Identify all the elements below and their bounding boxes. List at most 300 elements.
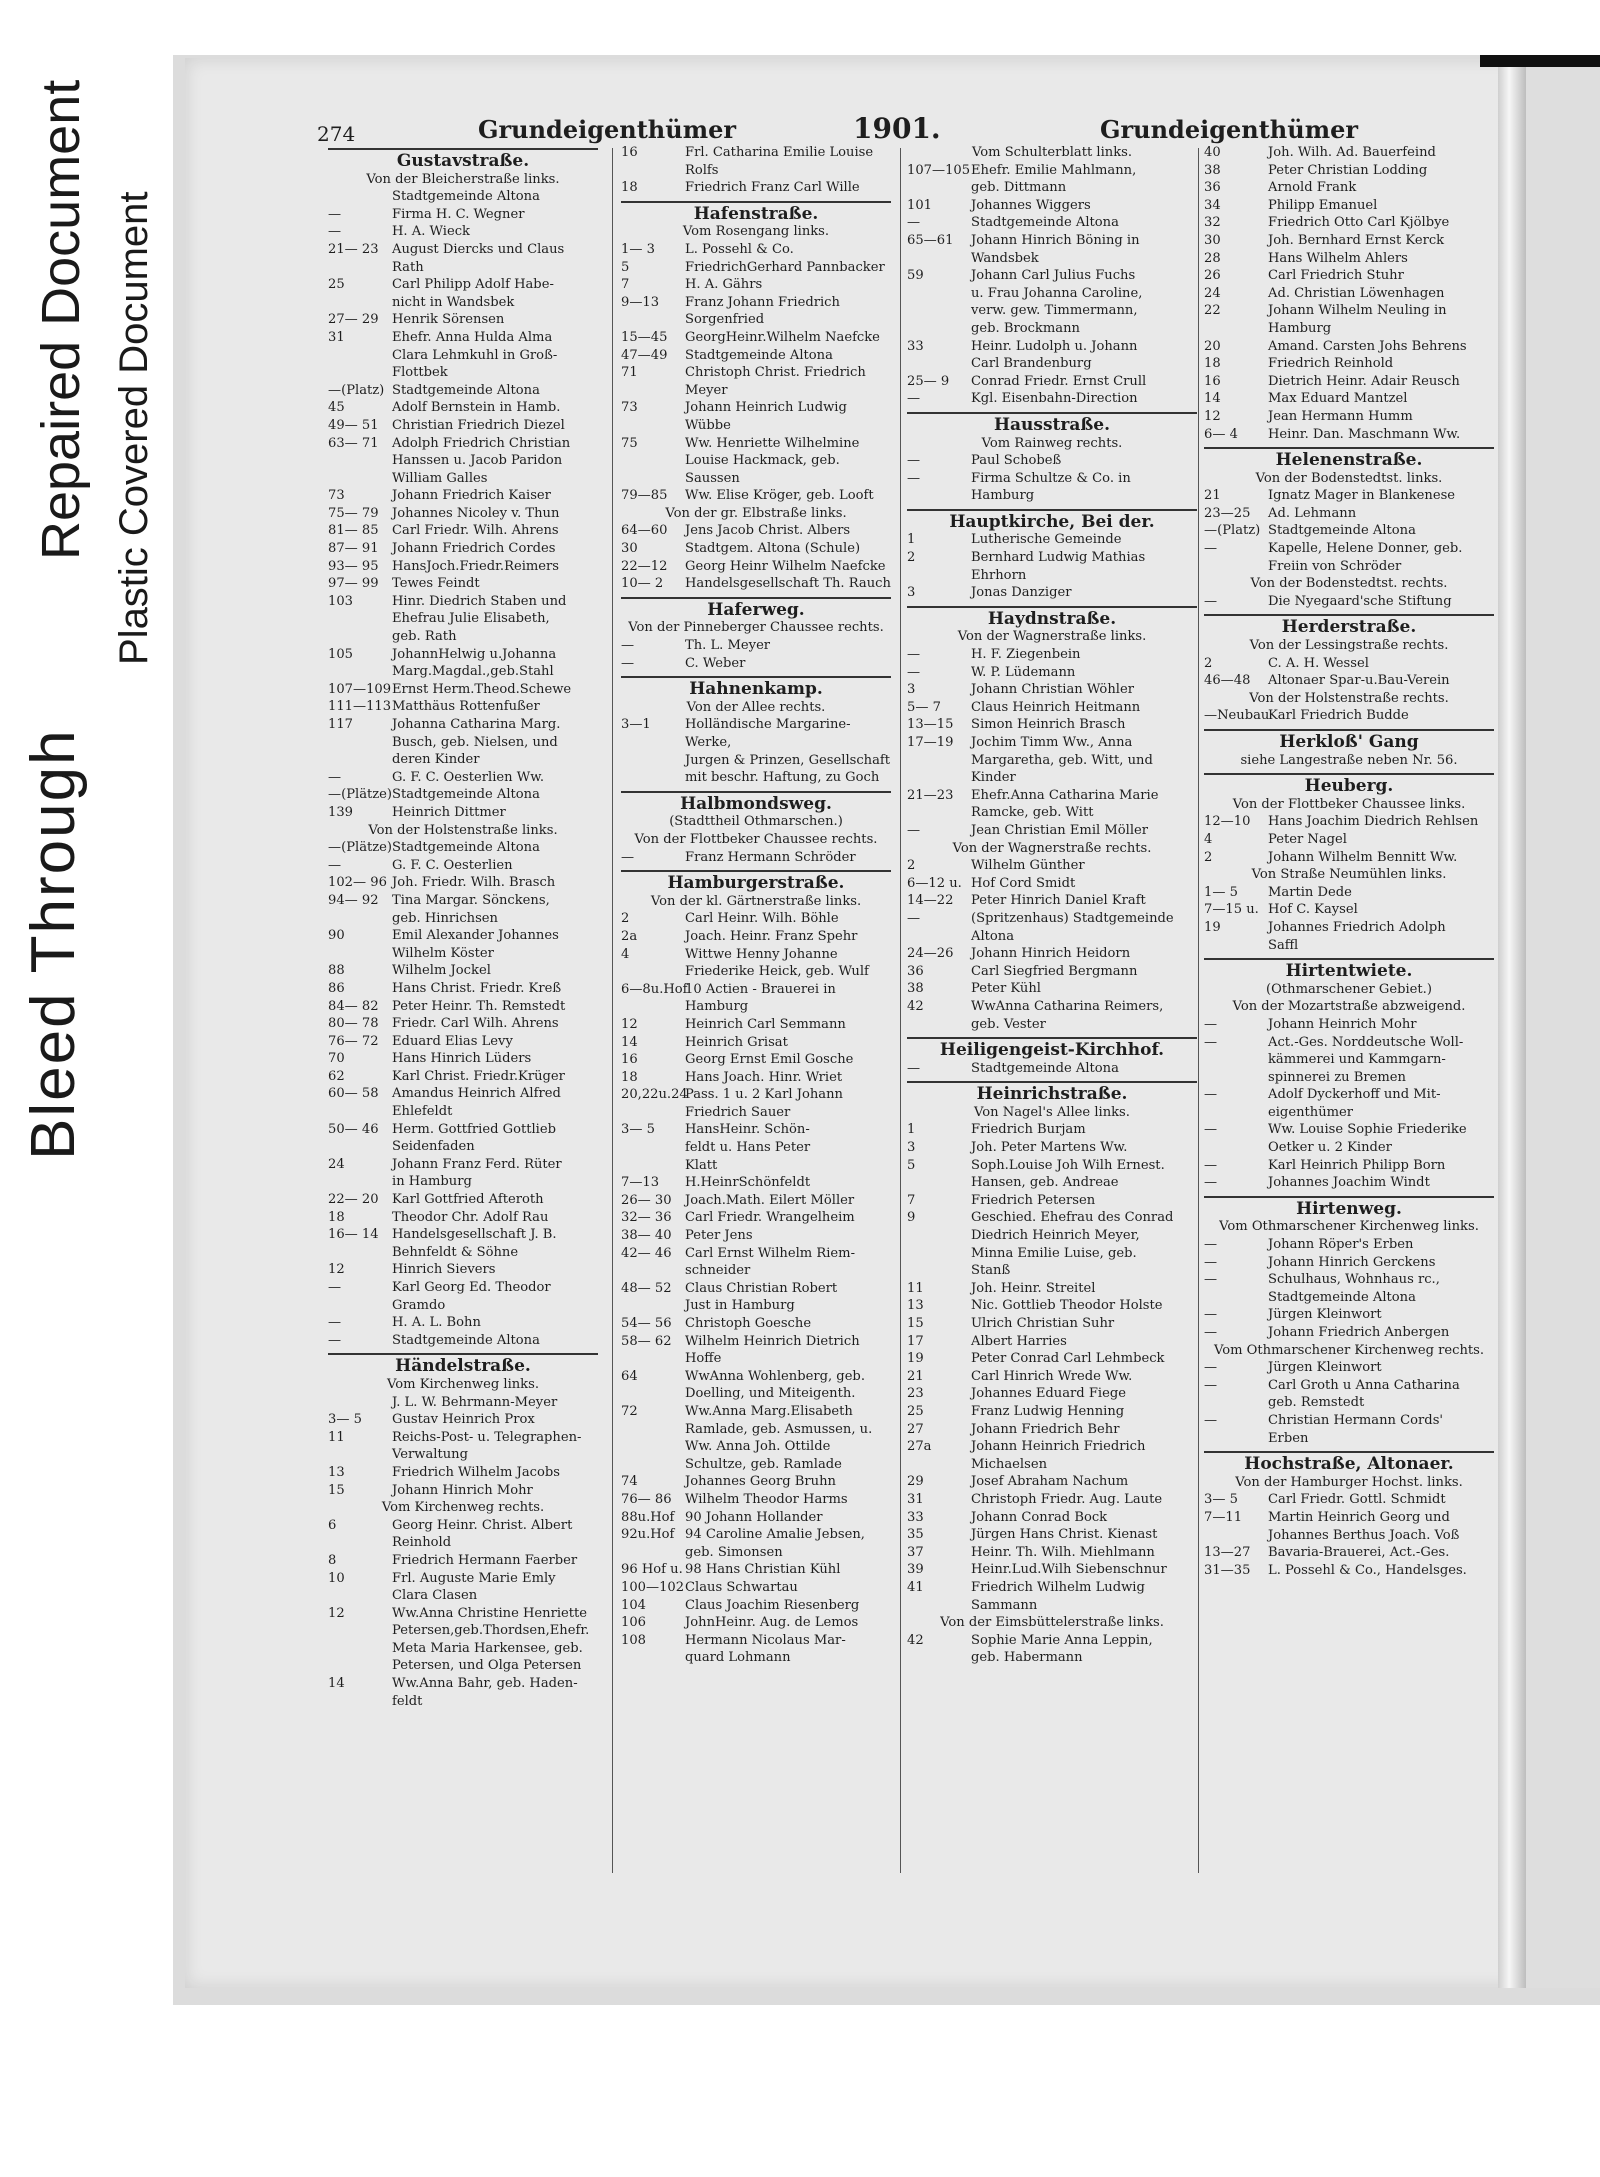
owner-entry <box>907 214 1197 232</box>
owner-continuation: Hamburg <box>971 488 1035 504</box>
house-number: 38 <box>1204 162 1221 178</box>
owner-continuation: Clara Clasen <box>392 1588 478 1604</box>
direction-note: Von der Bleicherstraße links. <box>366 171 560 187</box>
owner-entry <box>621 179 891 197</box>
owner-name: Christoph Christ. Friedrich <box>685 365 866 381</box>
owner-continuation: geb. Simonsen <box>685 1544 783 1560</box>
house-number: 42— 46 <box>621 1245 672 1261</box>
house-number: 4 <box>621 946 630 962</box>
owner-entry <box>328 1191 598 1209</box>
owner-name: Georg Ernst Emil Gosche <box>685 1052 854 1068</box>
owner-continuation: Carl Brandenburg <box>971 356 1092 372</box>
house-number: 5 <box>907 1157 916 1173</box>
house-number: 2 <box>1204 849 1213 865</box>
owner-name: Peter Jens <box>685 1228 753 1244</box>
house-number: 13—15 <box>907 717 954 733</box>
house-number: 32— 36 <box>621 1210 672 1226</box>
section-rule <box>907 606 1197 608</box>
owner-name: Carl Friedr. Gottl. Schmidt <box>1268 1492 1446 1508</box>
house-number: 10 <box>328 1570 345 1586</box>
owner-continuation: Saffl <box>1268 937 1299 953</box>
owner-name: 10 Actien - Brauerei in <box>685 981 836 997</box>
owner-entry <box>621 1579 891 1597</box>
house-number: 15 <box>907 1316 924 1331</box>
running-head-right: Grundeigenthümer <box>1100 115 1358 144</box>
owner-continuation: Wandsbek <box>971 250 1039 266</box>
house-number: — <box>1204 1122 1218 1138</box>
house-number: 8 <box>328 1552 337 1568</box>
house-number: 25— 9 <box>907 373 950 389</box>
house-number: 107—105 <box>907 162 971 178</box>
owner-continuation: Friedrich Sauer <box>685 1104 791 1120</box>
street-heading: Heinrichstraße. <box>976 1084 1128 1105</box>
owner-name: Jean Hermann Humm <box>1268 408 1413 424</box>
owner-entry <box>328 1033 598 1051</box>
owner-entry <box>621 1473 891 1491</box>
owner-entry <box>328 382 598 400</box>
house-number: 16 <box>1204 373 1221 389</box>
owner-entry <box>621 1632 891 1650</box>
house-number: 9 <box>907 1210 916 1226</box>
owner-entry <box>1204 338 1494 356</box>
direction-note: Von Nagel's Allee links. <box>974 1104 1130 1120</box>
owner-entry <box>328 223 598 241</box>
owner-name: H.HeinrSchönfeldt <box>685 1175 811 1191</box>
street-heading: Hochstraße, Altonaer. <box>1244 1454 1454 1475</box>
owner-name: Simon Heinrich Brasch <box>971 717 1126 733</box>
owner-name: Adolph Friedrich Christian <box>392 435 571 451</box>
owner-name: Stadtgemeinde Altona <box>392 382 540 398</box>
street-heading: Hafenstraße. <box>693 203 819 224</box>
house-number: 36 <box>907 963 924 979</box>
owner-name: Carl Friedr. Wilh. Ahrens <box>392 523 559 539</box>
house-number: — <box>328 1332 342 1348</box>
direction-note: Von der Eimsbüttelerstraße links. <box>940 1615 1164 1631</box>
house-number: 10— 2 <box>621 576 664 592</box>
owner-name: Karl Heinrich Philipp Born <box>1268 1157 1446 1173</box>
owner-continuation: geb. Remstedt <box>1268 1395 1365 1411</box>
owner-name: Peter Heinr. Th. Remstedt <box>392 998 566 1014</box>
owner-name: WwAnna Catharina Reimers, <box>971 998 1164 1014</box>
owner-entry <box>328 1068 598 1086</box>
owner-name: Johann Franz Ferd. Rüter <box>392 1156 562 1172</box>
house-number: 88u.Hof <box>621 1509 675 1525</box>
house-number: 17 <box>907 1333 924 1349</box>
direction-note: Von der Bodenstedtst. rechts. <box>1250 576 1448 592</box>
owner-name: Heinrich Carl Semmann <box>685 1016 846 1032</box>
owner-entry <box>907 945 1197 963</box>
owner-entry <box>1204 1412 1494 1430</box>
owner-entry <box>907 963 1197 981</box>
house-number: 6—8u.Hof <box>621 981 688 997</box>
owner-entry <box>328 1605 598 1623</box>
direction-note: Vom Kirchenweg links. <box>386 1376 540 1392</box>
owner-entry <box>328 1464 598 1482</box>
house-number: 7 <box>907 1192 916 1208</box>
owner-name: Johannes Wiggers <box>971 197 1091 213</box>
house-number: — <box>1204 1087 1218 1103</box>
house-number: 30 <box>621 541 638 557</box>
owner-name: Reichs-Post- u. Telegraphen- <box>392 1429 582 1445</box>
owner-entry <box>621 1526 891 1544</box>
owner-continuation: geb. Brockmann <box>971 320 1080 336</box>
owner-name: Lutherische Gemeinde <box>971 532 1122 548</box>
owner-name: Johann Hinrich Heidorn <box>971 946 1131 962</box>
house-number: — <box>907 664 921 680</box>
direction-note: Von der kl. Gärtnerstraße links. <box>650 893 862 909</box>
owner-entry <box>328 1121 598 1139</box>
house-number: — <box>907 822 921 838</box>
owner-continuation: geb. Vester <box>971 1016 1046 1032</box>
owner-continuation: u. Frau Johanna Caroline, <box>971 285 1143 301</box>
owner-name: Friedrich Hermann Faerber <box>392 1552 578 1568</box>
owner-entry <box>328 1675 598 1693</box>
owner-entry <box>328 980 598 998</box>
direction-note: Von der Holstenstraße rechts. <box>1249 690 1449 706</box>
house-number: 117 <box>328 717 353 732</box>
owner-entry <box>907 1280 1197 1298</box>
owner-entry <box>907 1060 1197 1078</box>
owner-entry <box>907 875 1197 893</box>
owner-name: G. F. C. Oesterlien <box>392 857 513 873</box>
owner-name: 90 Johann Hollander <box>685 1509 823 1525</box>
house-number: 107—109 <box>328 681 392 697</box>
owner-name: Pass. 1 u. 2 Karl Johann <box>685 1087 843 1103</box>
owner-entry <box>328 646 598 664</box>
owner-entry <box>621 1174 891 1192</box>
owner-name: Bernhard Ludwig Mathias <box>971 550 1146 566</box>
owner-name: Georg Heinr. Christ. Albert <box>392 1517 573 1533</box>
owner-name: Johann Friedrich Cordes <box>392 541 556 557</box>
direction-note: Von der Mozartstraße abzweigend. <box>1232 999 1466 1015</box>
house-number: 18 <box>621 180 638 196</box>
owner-name: Theodor Chr. Adolf Rau <box>392 1209 549 1225</box>
owner-name: H. A. Wieck <box>392 224 470 240</box>
directory-column-4 <box>1204 144 1494 1579</box>
owner-entry <box>907 373 1197 391</box>
owner-continuation: schneider <box>685 1263 751 1279</box>
owner-name: Christoph Goesche <box>685 1316 812 1331</box>
owner-continuation: Hamburg <box>685 999 749 1015</box>
owner-name: Johann Hinrich Böning in <box>971 232 1140 248</box>
owner-name: Claus Heinrich Heitmann <box>971 699 1141 715</box>
house-number: 75 <box>621 435 638 451</box>
street-heading: Hausstraße. <box>993 414 1111 435</box>
owner-entry <box>1204 813 1494 831</box>
owner-entry <box>907 1157 1197 1175</box>
owner-name: Hinr. Diedrich Staben und <box>392 593 567 609</box>
owner-entry <box>907 1438 1197 1456</box>
repaired-document-label: Repaired Document <box>31 79 91 560</box>
owner-entry <box>907 531 1197 549</box>
house-number: — <box>1204 541 1218 557</box>
street-heading: Hahnenkamp. <box>689 679 823 700</box>
owner-name: Jürgen Kleinwort <box>1268 1360 1382 1376</box>
owner-entry <box>621 1491 891 1509</box>
house-number: 16 <box>621 145 638 160</box>
owner-name: Johann Röper's Erben <box>1268 1237 1414 1253</box>
owner-entry <box>328 998 598 1016</box>
owner-name: Stadtgemeinde Altona <box>971 215 1119 231</box>
owner-entry <box>621 1561 891 1579</box>
owner-entry <box>1204 1271 1494 1289</box>
owner-name: Johann Conrad Bock <box>971 1509 1108 1525</box>
owner-entry <box>621 1614 891 1632</box>
owner-entry <box>621 259 891 277</box>
owner-name: Frl. Catharina Emilie Louise <box>685 145 874 160</box>
owner-entry <box>1204 1359 1494 1377</box>
owner-entry <box>328 716 598 734</box>
street-heading: Halbmondsweg. <box>680 793 832 814</box>
owner-entry <box>328 206 598 224</box>
owner-continuation: Petersen,geb.Thordsen,Ehefr. <box>392 1623 590 1639</box>
house-number: 106 <box>621 1615 646 1631</box>
owner-continuation: Oetker u. 2 Kinder <box>1268 1140 1392 1156</box>
house-number: 15—45 <box>621 329 668 345</box>
owner-entry <box>328 769 598 787</box>
owner-name: Peter Christian Lodding <box>1268 162 1428 178</box>
owner-entry <box>907 1139 1197 1157</box>
owner-entry <box>907 452 1197 470</box>
owner-entry <box>328 857 598 875</box>
owner-entry <box>328 1261 598 1279</box>
owner-name: Kgl. Eisenbahn-Direction <box>971 391 1138 407</box>
owner-name: Ehefr.Anna Catharina Marie <box>971 787 1159 803</box>
house-number: — <box>328 857 342 873</box>
owner-name: Philipp Emanuel <box>1268 197 1378 213</box>
owner-entry <box>621 575 891 593</box>
house-number: 73 <box>621 400 638 416</box>
house-number: 12 <box>1204 408 1221 424</box>
house-number: 2 <box>907 550 916 566</box>
owner-name: Heinr. Th. Wilh. Miehlmann <box>971 1544 1155 1560</box>
house-number: 100—102 <box>621 1579 685 1595</box>
house-number: 108 <box>621 1632 646 1648</box>
owner-entry <box>1204 197 1494 215</box>
owner-name: Altonaer Spar-u.Bau-Verein <box>1268 673 1450 689</box>
owner-entry <box>328 575 598 593</box>
house-number: 22—12 <box>621 558 668 574</box>
owner-name: Handelsgesellschaft J. B. <box>392 1227 557 1243</box>
house-number: 81— 85 <box>328 523 379 539</box>
house-number: 92u.Hof <box>621 1527 675 1543</box>
owner-name: Carl Hinrich Wrede Ww. <box>971 1368 1133 1384</box>
owner-name: Carl Friedr. Wrangelheim <box>685 1210 855 1226</box>
house-number: 105 <box>328 646 353 662</box>
owner-name: Adolf Bernstein in Hamb. <box>392 400 561 416</box>
owner-name: Tewes Feindt <box>392 576 480 592</box>
owner-name: H. A. Gährs <box>685 277 763 293</box>
owner-entry <box>1204 672 1494 690</box>
owner-name: Wittwe Henny Johanne <box>685 946 838 962</box>
owner-continuation: feldt <box>392 1693 423 1709</box>
house-number: 26 <box>1204 268 1221 284</box>
owner-name: Ww.Anna Marg.Elisabeth <box>685 1403 853 1419</box>
owner-entry <box>1204 849 1494 867</box>
street-heading: Heiligengeist-Kirchhof. <box>939 1040 1165 1061</box>
owner-continuation: geb. Rath <box>392 629 457 645</box>
house-number: 101 <box>907 197 932 213</box>
house-number: 14 <box>328 1676 345 1692</box>
owner-name: Hinrich Sievers <box>392 1262 496 1278</box>
house-number: — <box>1204 1307 1218 1323</box>
owner-name: Jens Jacob Christ. Albers <box>685 523 851 539</box>
direction-note: Vom Schulterblatt links. <box>971 145 1133 160</box>
house-number: 39 <box>907 1562 924 1578</box>
house-number: —(Platz) <box>328 382 385 398</box>
owner-continuation: eigenthümer <box>1268 1104 1354 1120</box>
owner-name: Gustav Heinrich Prox <box>392 1412 535 1428</box>
owner-continuation: Flottbek <box>392 365 448 381</box>
owner-name: Johann Hinrich Mohr <box>392 1482 533 1498</box>
owner-entry <box>1204 901 1494 919</box>
owner-entry <box>1204 1034 1494 1052</box>
owner-entry <box>1204 373 1494 391</box>
house-number: 79—85 <box>621 488 668 504</box>
house-number: 11 <box>907 1280 924 1296</box>
owner-name: Friedrich Otto Carl Kjölbye <box>1268 215 1450 231</box>
owner-entry <box>1204 144 1494 162</box>
house-number: 13 <box>907 1298 924 1314</box>
house-number: 103 <box>328 593 353 609</box>
house-number: 63— 71 <box>328 435 379 451</box>
owner-continuation: Meta Maria Harkensee, geb. <box>392 1640 583 1656</box>
house-number: 19 <box>1204 919 1221 935</box>
owner-name: Stadtgemeinde Altona <box>392 840 540 856</box>
owner-entry <box>328 329 598 347</box>
house-number: 74 <box>621 1474 638 1490</box>
owner-name: Johann Friedrich Anbergen <box>1268 1325 1450 1340</box>
house-number: — <box>328 1315 342 1331</box>
house-number: 3— 5 <box>1204 1492 1238 1508</box>
directory-column-2 <box>621 144 891 1667</box>
owner-entry <box>907 162 1197 180</box>
owner-entry <box>621 1315 891 1333</box>
owner-entry <box>621 655 891 673</box>
owner-name: Karl Gottfried Afteroth <box>392 1192 544 1208</box>
owner-continuation: geb. Hinrichsen <box>392 910 498 926</box>
owner-entry <box>621 1368 891 1386</box>
house-number: 86 <box>328 980 345 996</box>
house-number: 12 <box>328 1605 345 1621</box>
owner-name: Carl Philipp Adolf Habe- <box>392 277 554 293</box>
owner-continuation: deren Kinder <box>392 752 480 768</box>
owner-entry <box>1204 1544 1494 1562</box>
owner-name: J. L. W. Behrmann-Meyer <box>392 1394 558 1410</box>
owner-name: Tina Margar. Sönckens, <box>392 892 550 908</box>
owner-continuation: mit beschr. Haftung, zu Goch <box>685 770 880 786</box>
street-heading: Haferweg. <box>707 599 805 620</box>
house-number: — <box>907 391 921 407</box>
owner-name: Eduard Elias Levy <box>392 1033 513 1049</box>
owner-entry <box>328 962 598 980</box>
owner-name: HansJoch.Friedr.Reimers <box>392 558 560 574</box>
owner-name: Stadtgemeinde Altona <box>392 1332 540 1348</box>
owner-entry <box>328 540 598 558</box>
house-number: 13 <box>328 1464 345 1480</box>
owner-entry <box>621 1086 891 1104</box>
house-number: — <box>1204 1254 1218 1270</box>
owner-entry <box>1204 1121 1494 1139</box>
owner-name: Joach.Math. Eilert Möller <box>685 1192 855 1208</box>
owner-entry <box>1204 919 1494 937</box>
owner-name: Jürgen Hans Christ. Kienast <box>971 1527 1158 1543</box>
owner-name: Claus Schwartau <box>685 1579 798 1595</box>
house-number: 14 <box>621 1034 638 1050</box>
direction-note: Von der Holstenstraße links. <box>368 822 558 838</box>
owner-entry <box>621 981 891 999</box>
owner-entry <box>328 417 598 435</box>
house-number: 18 <box>1204 356 1221 372</box>
house-number: 19 <box>907 1351 924 1367</box>
house-number: 16 <box>621 1052 638 1068</box>
owner-name: Ad. Christian Löwenhagen <box>1268 285 1445 301</box>
owner-name: Soph.Louise Joh Wilh Ernest. <box>971 1157 1165 1173</box>
owner-continuation: Hamburg <box>1268 320 1332 336</box>
owner-entry <box>907 980 1197 998</box>
owner-continuation: Seidenfaden <box>392 1139 475 1155</box>
owner-name: Dietrich Heinr. Adair Reusch <box>1268 373 1460 389</box>
owner-entry <box>1204 540 1494 558</box>
direction-note: (Stadttheil Othmarschen.) <box>669 814 843 830</box>
owner-name: Friedrich Franz Carl Wille <box>685 180 860 196</box>
owner-name: Friedrich Petersen <box>971 1192 1096 1208</box>
house-number: 50— 46 <box>328 1121 379 1137</box>
owner-entry <box>907 664 1197 682</box>
house-number: 102— 96 <box>328 875 387 891</box>
owner-name: Die Nyegaard'sche Stiftung <box>1268 593 1452 609</box>
owner-entry <box>328 1226 598 1244</box>
owner-name: Johann Friedrich Kaiser <box>392 488 551 504</box>
owner-entry <box>621 1403 891 1421</box>
house-number: 58— 62 <box>621 1333 672 1349</box>
owner-name: Ww.Anna Christine Henriette <box>392 1605 588 1621</box>
section-rule <box>1204 447 1494 449</box>
owner-name: Stadtgemeinde Altona <box>392 189 540 205</box>
owner-continuation: Behnfeldt & Söhne <box>392 1244 519 1260</box>
owner-entry <box>621 347 891 365</box>
owner-continuation: geb. Habermann <box>971 1650 1083 1666</box>
house-number: 20 <box>1204 338 1221 354</box>
house-number: 87— 91 <box>328 541 379 557</box>
owner-entry <box>328 1279 598 1297</box>
house-number: 24—26 <box>907 946 954 962</box>
owner-entry <box>1204 162 1494 180</box>
house-number: 80— 78 <box>328 1016 379 1032</box>
house-number: 3 <box>907 682 916 698</box>
house-number: 18 <box>621 1069 638 1085</box>
owner-entry <box>621 399 891 417</box>
owner-continuation: kämmerei und Kammgarn- <box>1268 1052 1446 1068</box>
owner-entry <box>907 1403 1197 1421</box>
owner-entry <box>1204 1324 1494 1342</box>
owner-name: Martin Dede <box>1268 884 1352 900</box>
house-number: 4 <box>1204 831 1213 847</box>
owner-name: Johann Heinrich Friedrich <box>971 1439 1146 1455</box>
owner-entry <box>328 1156 598 1174</box>
plastic-covered-label: Plastic Covered Document <box>112 191 156 665</box>
direction-note: Vom Rosengang links. <box>682 224 830 240</box>
owner-name: L. Possehl & Co. <box>685 241 794 257</box>
owner-name: HansHeinr. Schön- <box>685 1122 810 1138</box>
owner-name: Karl Christ. Friedr.Krüger <box>392 1068 565 1084</box>
owner-entry <box>328 1394 598 1412</box>
house-number: — <box>621 638 635 654</box>
section-rule <box>1204 773 1494 775</box>
house-number: 22— 20 <box>328 1192 379 1208</box>
owner-entry <box>621 910 891 928</box>
owner-entry <box>328 505 598 523</box>
